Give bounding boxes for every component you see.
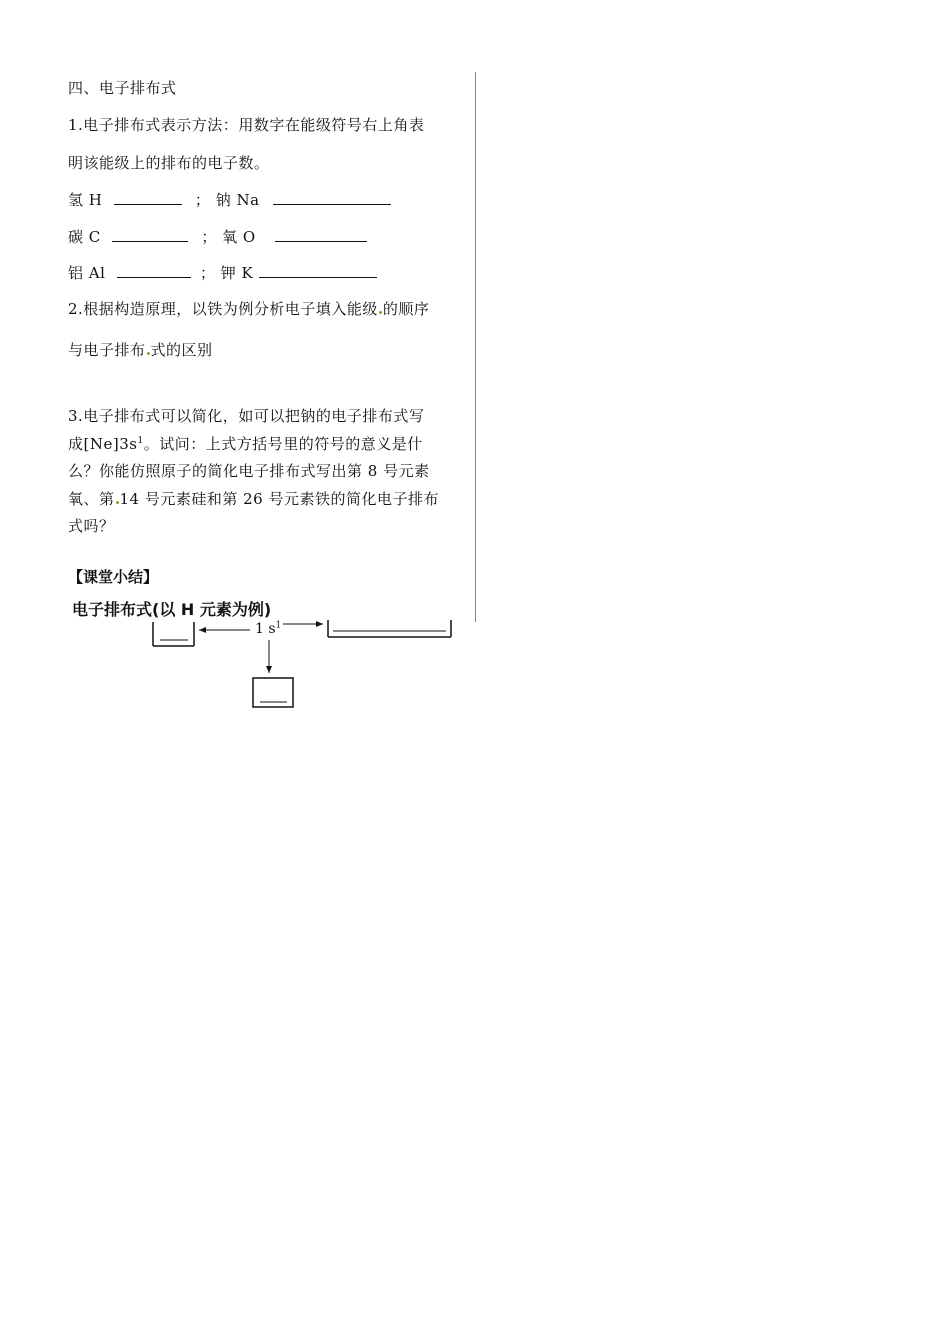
summary-heading: 【课堂小结】 [68, 568, 159, 586]
section-title: 四、电子排布式 [68, 79, 177, 97]
orbital-superscript: 1 [275, 620, 282, 631]
separator: ； [199, 264, 216, 282]
item2-text: 2.根据构造原理，以铁为例分析电子填入能级 [68, 300, 378, 318]
item1-line2: 明该能级上的排布的电子数。 [68, 154, 270, 172]
element-label-na: 钠 Na [215, 191, 260, 209]
item2-text: 的顺序 [382, 300, 430, 318]
item3-text: 14 号元素硅和第 26 号元素铁的简化电子排布 [119, 490, 439, 508]
item3-text: 成[Ne]3s [68, 435, 138, 453]
item3-line5: 式吗？ [68, 517, 115, 535]
element-label-o: 氧 O [222, 228, 256, 246]
item3-line3: 么？你能仿照原子的简化电子排布式写出第 8 号元素 [68, 462, 430, 480]
element-label-c: 碳 C [68, 228, 101, 246]
diagram-title: 电子排布式(以 H 元素为例) [72, 600, 272, 619]
left-answer-box[interactable] [153, 622, 194, 646]
bottom-answer-box[interactable] [253, 678, 293, 707]
element-label-al: 铝 Al [68, 264, 106, 282]
element-label-k: 钾 K [220, 264, 254, 282]
superscript: 1 [137, 436, 144, 446]
item2-text: 式的区别 [150, 341, 213, 359]
separator: ； [201, 228, 217, 246]
separator: ； [194, 191, 211, 209]
right-answer-box[interactable] [328, 620, 451, 637]
element-label-h: 氢 H [68, 191, 103, 209]
item3-text: 。试问：上式方括号里的符号的意义是什 [143, 435, 423, 453]
item3-text: 氧、第 [68, 490, 115, 508]
item3-line1: 3.电子排布式可以简化，如可以把钠的电子排布式写 [68, 407, 425, 425]
orbital-text: 1 s [255, 621, 276, 637]
item2-text: 与电子排布 [68, 341, 146, 359]
item1-line1: 1.电子排布式表示方法：用数字在能级符号右上角表 [68, 116, 425, 134]
